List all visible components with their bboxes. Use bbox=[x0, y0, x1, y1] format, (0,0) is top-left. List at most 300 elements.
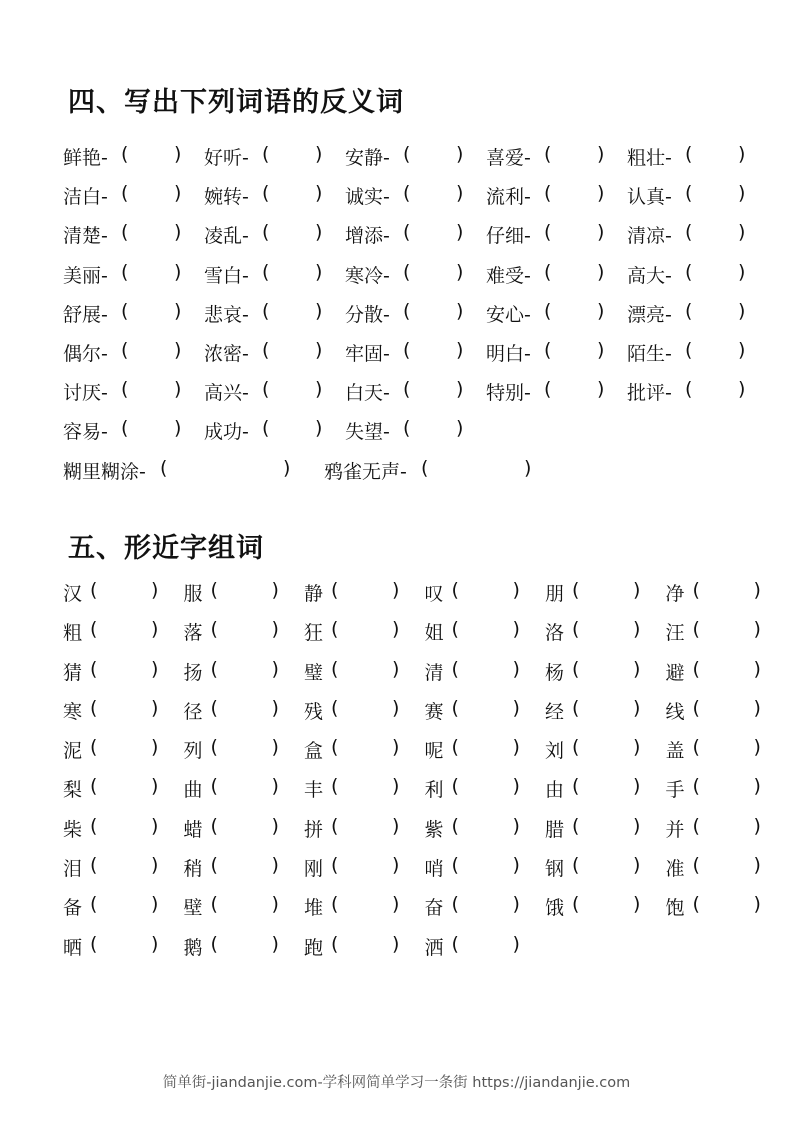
open-paren: ( bbox=[692, 814, 700, 837]
word-label: 刘 bbox=[545, 740, 565, 763]
answer-blank[interactable]: ) bbox=[597, 182, 605, 205]
answer-blank[interactable]: ) bbox=[753, 814, 761, 837]
answer-blank[interactable]: ) bbox=[512, 932, 520, 955]
answer-blank[interactable]: ) bbox=[753, 618, 761, 641]
char-item bbox=[424, 736, 520, 763]
word-label: 盒 bbox=[304, 740, 324, 763]
word-label: 鹅 bbox=[183, 936, 203, 959]
answer-blank[interactable]: ) bbox=[633, 893, 641, 916]
answer-blank[interactable]: ) bbox=[283, 456, 291, 479]
word-label: 牢固- bbox=[345, 342, 390, 365]
open-paren: ( bbox=[262, 378, 270, 401]
answer-blank[interactable]: ) bbox=[271, 893, 279, 916]
open-paren: ( bbox=[331, 893, 339, 916]
open-paren: ( bbox=[121, 221, 129, 244]
open-paren: ( bbox=[403, 260, 411, 283]
word-label: 径 bbox=[183, 700, 203, 723]
antonym-item bbox=[627, 299, 746, 327]
open-paren: ( bbox=[451, 696, 459, 719]
answer-blank[interactable]: ) bbox=[271, 932, 279, 955]
char-item bbox=[183, 814, 279, 842]
word-label: 寒 bbox=[63, 700, 83, 723]
word-label: 姐 bbox=[424, 622, 444, 645]
word-label: 寒冷- bbox=[345, 264, 390, 287]
answer-blank[interactable]: ) bbox=[392, 618, 400, 641]
char-item bbox=[183, 579, 279, 606]
answer-blank[interactable]: ) bbox=[753, 696, 761, 719]
word-label: 讨厌- bbox=[63, 382, 108, 405]
answer-blank[interactable]: ) bbox=[633, 696, 641, 719]
open-paren: ( bbox=[210, 657, 218, 680]
open-paren: ( bbox=[451, 854, 459, 877]
open-paren: ( bbox=[544, 378, 552, 401]
char-item bbox=[183, 696, 279, 724]
answer-blank[interactable]: ) bbox=[174, 378, 182, 401]
answer-blank[interactable]: ) bbox=[512, 775, 520, 798]
answer-blank[interactable]: ) bbox=[633, 854, 641, 877]
answer-blank[interactable]: ) bbox=[512, 696, 520, 719]
antonym-item bbox=[63, 221, 182, 248]
word-label: 高兴- bbox=[204, 382, 249, 405]
open-paren: ( bbox=[572, 579, 580, 601]
antonym-item bbox=[627, 378, 746, 405]
word-label: 并 bbox=[665, 818, 685, 841]
antonym-item bbox=[204, 338, 323, 366]
word-label: 洁白- bbox=[63, 186, 108, 209]
open-paren: ( bbox=[262, 182, 270, 205]
char-item bbox=[665, 736, 761, 763]
antonym-item bbox=[204, 143, 323, 170]
open-paren: ( bbox=[403, 417, 411, 440]
open-paren: ( bbox=[451, 618, 459, 641]
answer-blank[interactable]: ) bbox=[597, 221, 605, 244]
word-label: 经 bbox=[545, 700, 565, 723]
antonym-item bbox=[627, 221, 746, 248]
answer-blank[interactable]: ) bbox=[633, 579, 641, 601]
char-item bbox=[665, 579, 761, 606]
answer-blank[interactable]: ) bbox=[738, 338, 746, 361]
word-label: 静 bbox=[304, 583, 324, 605]
answer-blank[interactable]: ) bbox=[315, 417, 323, 440]
antonym-item bbox=[63, 338, 182, 366]
open-paren: ( bbox=[685, 143, 693, 165]
word-label: 难受- bbox=[486, 264, 531, 287]
open-paren: ( bbox=[121, 299, 129, 322]
open-paren: ( bbox=[331, 814, 339, 837]
word-label: 失望- bbox=[345, 421, 390, 444]
answer-blank[interactable]: ) bbox=[456, 260, 464, 283]
answer-blank[interactable]: ) bbox=[512, 736, 520, 759]
char-item bbox=[183, 657, 279, 685]
char-item bbox=[545, 736, 641, 763]
answer-blank[interactable]: ) bbox=[315, 143, 323, 165]
word-label: 好听- bbox=[204, 147, 249, 169]
char-item bbox=[424, 932, 520, 960]
char-item bbox=[424, 814, 520, 842]
char-item bbox=[304, 893, 400, 920]
answer-blank[interactable]: ) bbox=[524, 456, 532, 479]
word-label: 柴 bbox=[63, 818, 83, 841]
word-label: 明白- bbox=[486, 342, 531, 365]
char-item bbox=[665, 893, 761, 920]
word-label: 利 bbox=[424, 779, 444, 802]
word-label: 糊里糊涂- bbox=[63, 460, 146, 483]
char-item bbox=[63, 579, 159, 606]
char-item bbox=[63, 775, 159, 802]
answer-blank[interactable]: ) bbox=[174, 338, 182, 361]
word-label: 批评- bbox=[627, 382, 672, 405]
antonym-item bbox=[63, 378, 182, 405]
answer-blank[interactable]: ) bbox=[174, 260, 182, 283]
char-item bbox=[304, 814, 400, 842]
open-paren: ( bbox=[692, 696, 700, 719]
answer-blank[interactable]: ) bbox=[633, 814, 641, 837]
open-paren: ( bbox=[262, 299, 270, 322]
word-label: 粗 bbox=[63, 622, 83, 645]
char-item bbox=[424, 657, 520, 685]
open-paren: ( bbox=[331, 736, 339, 759]
word-label: 奋 bbox=[424, 897, 444, 920]
answer-blank[interactable]: ) bbox=[633, 657, 641, 680]
word-label: 落 bbox=[183, 622, 203, 645]
answer-blank[interactable]: ) bbox=[271, 736, 279, 759]
word-label: 壁 bbox=[183, 897, 203, 920]
answer-blank[interactable]: ) bbox=[456, 338, 464, 361]
antonym-item bbox=[204, 260, 323, 288]
answer-blank[interactable]: ) bbox=[271, 618, 279, 641]
word-label: 鲜艳- bbox=[63, 147, 108, 169]
antonym-item bbox=[63, 417, 182, 444]
word-label: 泪 bbox=[63, 858, 83, 881]
word-label: 由 bbox=[545, 779, 565, 802]
open-paren: ( bbox=[572, 893, 580, 916]
answer-blank[interactable]: ) bbox=[753, 736, 761, 759]
word-label: 狂 bbox=[304, 622, 324, 645]
answer-blank[interactable]: ) bbox=[151, 736, 159, 759]
open-paren: ( bbox=[121, 378, 129, 401]
antonym-item bbox=[627, 338, 746, 366]
char-item bbox=[183, 775, 279, 802]
answer-blank[interactable]: ) bbox=[456, 182, 464, 205]
word-label: 刚 bbox=[304, 858, 324, 881]
antonym-item bbox=[204, 378, 323, 405]
answer-blank[interactable]: ) bbox=[753, 579, 761, 601]
answer-blank[interactable]: ) bbox=[315, 221, 323, 244]
open-paren: ( bbox=[544, 338, 552, 361]
open-paren: ( bbox=[572, 618, 580, 641]
open-paren: ( bbox=[210, 579, 218, 601]
char-item bbox=[183, 932, 279, 960]
answer-blank[interactable]: ) bbox=[597, 338, 605, 361]
open-paren: ( bbox=[692, 579, 700, 601]
answer-blank[interactable]: ) bbox=[151, 854, 159, 877]
open-paren: ( bbox=[262, 260, 270, 283]
open-paren: ( bbox=[572, 814, 580, 837]
answer-blank[interactable]: ) bbox=[456, 299, 464, 322]
answer-blank[interactable]: ) bbox=[753, 893, 761, 916]
answer-blank[interactable]: ) bbox=[174, 143, 182, 165]
char-item bbox=[304, 854, 400, 881]
word-label: 仔细- bbox=[486, 225, 531, 248]
answer-blank[interactable]: ) bbox=[512, 657, 520, 680]
answer-blank[interactable]: ) bbox=[174, 182, 182, 205]
open-paren: ( bbox=[403, 143, 411, 165]
open-paren: ( bbox=[403, 299, 411, 322]
antonym-item bbox=[486, 338, 605, 366]
answer-blank[interactable]: ) bbox=[151, 657, 159, 680]
answer-blank[interactable]: ) bbox=[315, 378, 323, 401]
open-paren: ( bbox=[692, 854, 700, 877]
char-item bbox=[545, 696, 641, 724]
open-paren: ( bbox=[160, 456, 168, 479]
open-paren: ( bbox=[90, 618, 98, 641]
answer-blank[interactable]: ) bbox=[633, 736, 641, 759]
word-label: 拼 bbox=[304, 818, 324, 841]
open-paren: ( bbox=[544, 299, 552, 322]
word-label: 清楚- bbox=[63, 225, 108, 248]
word-label: 高大- bbox=[627, 264, 672, 287]
word-label: 容易- bbox=[63, 421, 108, 444]
word-label: 避 bbox=[665, 661, 685, 684]
answer-blank[interactable]: ) bbox=[512, 618, 520, 641]
open-paren: ( bbox=[90, 854, 98, 877]
open-paren: ( bbox=[692, 657, 700, 680]
answer-blank[interactable]: ) bbox=[512, 854, 520, 877]
open-paren: ( bbox=[692, 736, 700, 759]
open-paren: ( bbox=[572, 736, 580, 759]
answer-blank[interactable]: ) bbox=[392, 657, 400, 680]
open-paren: ( bbox=[262, 143, 270, 165]
open-paren: ( bbox=[210, 696, 218, 719]
answer-blank[interactable]: ) bbox=[456, 143, 464, 165]
open-paren: ( bbox=[121, 182, 129, 205]
antonym-item bbox=[345, 143, 464, 170]
word-label: 腊 bbox=[545, 818, 565, 841]
open-paren: ( bbox=[451, 893, 459, 916]
open-paren: ( bbox=[451, 657, 459, 680]
antonym-item bbox=[204, 417, 323, 444]
open-paren: ( bbox=[685, 299, 693, 322]
idiom-item bbox=[63, 456, 291, 484]
answer-blank[interactable]: ) bbox=[738, 221, 746, 244]
answer-blank[interactable]: ) bbox=[456, 221, 464, 244]
answer-blank[interactable]: ) bbox=[271, 854, 279, 877]
answer-blank[interactable]: ) bbox=[392, 932, 400, 955]
answer-blank[interactable]: ) bbox=[315, 182, 323, 205]
open-paren: ( bbox=[331, 618, 339, 641]
open-paren: ( bbox=[451, 932, 459, 955]
word-label: 蜡 bbox=[183, 818, 203, 841]
answer-blank[interactable]: ) bbox=[271, 814, 279, 837]
word-label: 婉转- bbox=[204, 186, 249, 209]
open-paren: ( bbox=[210, 618, 218, 641]
answer-blank[interactable]: ) bbox=[151, 579, 159, 601]
antonym-item bbox=[486, 221, 605, 248]
answer-blank[interactable]: ) bbox=[151, 696, 159, 719]
open-paren: ( bbox=[685, 182, 693, 205]
open-paren: ( bbox=[210, 932, 218, 955]
answer-blank[interactable]: ) bbox=[174, 221, 182, 244]
answer-blank[interactable]: ) bbox=[597, 378, 605, 401]
answer-blank[interactable]: ) bbox=[597, 299, 605, 322]
open-paren: ( bbox=[331, 775, 339, 798]
antonym-item bbox=[63, 182, 182, 209]
answer-blank[interactable]: ) bbox=[392, 736, 400, 759]
answer-blank[interactable]: ) bbox=[315, 338, 323, 361]
answer-blank[interactable]: ) bbox=[597, 260, 605, 283]
answer-blank[interactable]: ) bbox=[738, 378, 746, 401]
word-label: 安心- bbox=[486, 303, 531, 326]
char-item bbox=[63, 932, 159, 960]
answer-blank[interactable]: ) bbox=[392, 814, 400, 837]
answer-blank[interactable]: ) bbox=[392, 854, 400, 877]
open-paren: ( bbox=[90, 814, 98, 837]
word-label: 服 bbox=[183, 583, 203, 605]
answer-blank[interactable]: ) bbox=[512, 579, 520, 601]
answer-blank[interactable]: ) bbox=[271, 657, 279, 680]
open-paren: ( bbox=[90, 893, 98, 916]
word-label: 猜 bbox=[63, 661, 83, 684]
word-label: 泥 bbox=[63, 740, 83, 763]
answer-blank[interactable]: ) bbox=[151, 893, 159, 916]
answer-blank[interactable]: ) bbox=[738, 260, 746, 283]
open-paren: ( bbox=[331, 579, 339, 601]
word-label: 浓密- bbox=[204, 342, 249, 365]
word-label: 朋 bbox=[545, 583, 565, 605]
section-4-title: 四、写出下列词语的反义词 bbox=[68, 87, 404, 118]
answer-blank[interactable]: ) bbox=[151, 775, 159, 798]
char-item bbox=[183, 893, 279, 920]
antonym-item bbox=[486, 299, 605, 327]
answer-blank[interactable]: ) bbox=[753, 854, 761, 877]
open-paren: ( bbox=[331, 696, 339, 719]
answer-blank[interactable]: ) bbox=[392, 775, 400, 798]
open-paren: ( bbox=[121, 260, 129, 283]
answer-blank[interactable]: ) bbox=[315, 299, 323, 322]
word-label: 饿 bbox=[545, 897, 565, 920]
answer-blank[interactable]: ) bbox=[456, 378, 464, 401]
open-paren: ( bbox=[451, 579, 459, 601]
answer-blank[interactable]: ) bbox=[392, 893, 400, 916]
open-paren: ( bbox=[262, 338, 270, 361]
open-paren: ( bbox=[544, 182, 552, 205]
open-paren: ( bbox=[121, 338, 129, 361]
open-paren: ( bbox=[685, 378, 693, 401]
word-label: 汪 bbox=[665, 622, 685, 645]
answer-blank[interactable]: ) bbox=[512, 814, 520, 837]
antonym-item bbox=[345, 182, 464, 209]
char-item bbox=[545, 814, 641, 842]
char-item bbox=[183, 854, 279, 881]
char-item bbox=[665, 775, 761, 802]
word-label: 安静- bbox=[345, 147, 390, 169]
word-label: 雪白- bbox=[204, 264, 249, 287]
antonym-item bbox=[63, 299, 182, 327]
char-item bbox=[545, 893, 641, 920]
answer-blank[interactable]: ) bbox=[633, 775, 641, 798]
word-label: 线 bbox=[665, 700, 685, 723]
word-label: 清凉- bbox=[627, 225, 672, 248]
word-label: 钢 bbox=[545, 858, 565, 881]
answer-blank[interactable]: ) bbox=[315, 260, 323, 283]
answer-blank[interactable]: ) bbox=[633, 618, 641, 641]
antonym-item bbox=[486, 378, 605, 405]
char-item bbox=[424, 893, 520, 920]
char-item bbox=[665, 854, 761, 881]
char-item bbox=[665, 814, 761, 842]
open-paren: ( bbox=[544, 260, 552, 283]
answer-blank[interactable]: ) bbox=[738, 182, 746, 205]
answer-blank[interactable]: ) bbox=[597, 143, 605, 165]
word-label: 晒 bbox=[63, 936, 83, 959]
char-item bbox=[545, 657, 641, 685]
char-item bbox=[304, 736, 400, 763]
answer-blank[interactable]: ) bbox=[753, 775, 761, 798]
answer-blank[interactable]: ) bbox=[271, 696, 279, 719]
word-label: 漂亮- bbox=[627, 303, 672, 326]
answer-blank[interactable]: ) bbox=[392, 696, 400, 719]
char-item bbox=[63, 893, 159, 920]
answer-blank[interactable]: ) bbox=[738, 299, 746, 322]
open-paren: ( bbox=[210, 854, 218, 877]
answer-blank[interactable]: ) bbox=[174, 417, 182, 440]
answer-blank[interactable]: ) bbox=[271, 775, 279, 798]
word-label: 粗壮- bbox=[627, 147, 672, 169]
char-item bbox=[545, 854, 641, 881]
answer-blank[interactable]: ) bbox=[456, 417, 464, 440]
open-paren: ( bbox=[403, 338, 411, 361]
antonym-item bbox=[204, 221, 323, 248]
antonym-item bbox=[627, 182, 746, 209]
word-label: 列 bbox=[183, 740, 203, 763]
word-label: 洛 bbox=[545, 622, 565, 645]
answer-blank[interactable]: ) bbox=[738, 143, 746, 165]
word-label: 手 bbox=[665, 779, 685, 802]
char-item bbox=[665, 618, 761, 645]
open-paren: ( bbox=[544, 221, 552, 244]
char-item bbox=[304, 696, 400, 724]
char-item bbox=[545, 618, 641, 645]
answer-blank[interactable]: ) bbox=[151, 932, 159, 955]
answer-blank[interactable]: ) bbox=[174, 299, 182, 322]
word-label: 饱 bbox=[665, 897, 685, 920]
answer-blank[interactable]: ) bbox=[753, 657, 761, 680]
word-label: 备 bbox=[63, 897, 83, 920]
section-5-title: 五、形近字组词 bbox=[68, 533, 264, 564]
answer-blank[interactable]: ) bbox=[271, 579, 279, 601]
word-label: 净 bbox=[665, 583, 685, 605]
word-label: 悲哀- bbox=[204, 303, 249, 326]
word-label: 扬 bbox=[183, 661, 203, 684]
open-paren: ( bbox=[572, 854, 580, 877]
char-item bbox=[63, 854, 159, 881]
word-label: 舒展- bbox=[63, 303, 108, 326]
open-paren: ( bbox=[210, 893, 218, 916]
open-paren: ( bbox=[90, 657, 98, 680]
word-label: 偶尔- bbox=[63, 342, 108, 365]
answer-blank[interactable]: ) bbox=[151, 618, 159, 641]
answer-blank[interactable]: ) bbox=[392, 579, 400, 601]
word-label: 丰 bbox=[304, 779, 324, 802]
open-paren: ( bbox=[90, 932, 98, 955]
word-label: 杨 bbox=[545, 661, 565, 684]
word-label: 呢 bbox=[424, 740, 444, 763]
open-paren: ( bbox=[262, 221, 270, 244]
open-paren: ( bbox=[262, 417, 270, 440]
answer-blank[interactable]: ) bbox=[512, 893, 520, 916]
answer-blank[interactable]: ) bbox=[151, 814, 159, 837]
char-item bbox=[424, 579, 520, 606]
